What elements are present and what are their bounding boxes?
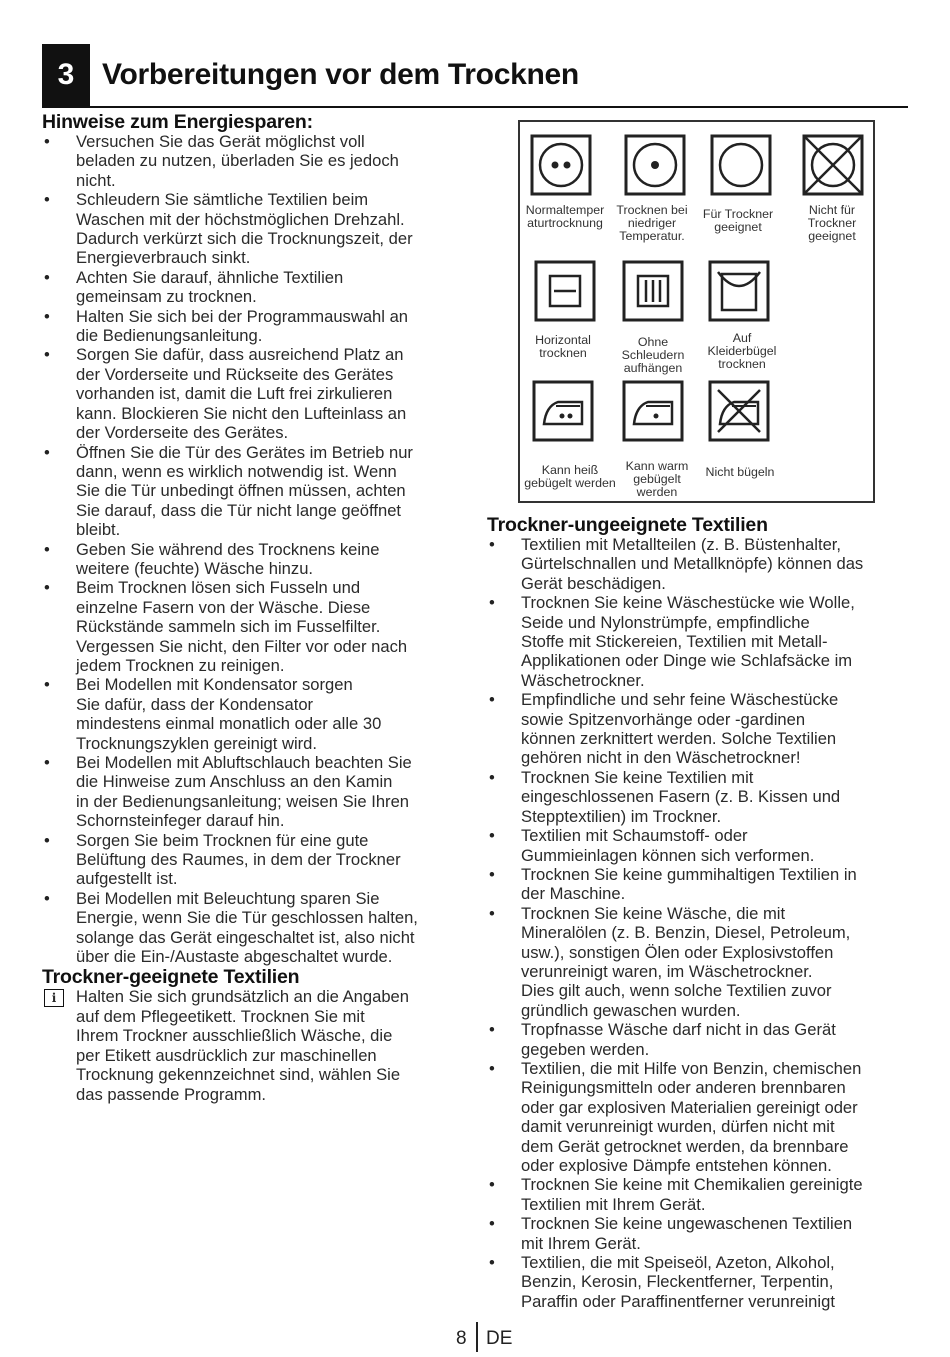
care-symbol-caption: Nicht bügeln [705, 465, 775, 479]
care-symbols-table [518, 120, 875, 503]
energy-tip: • Öffnen Sie die Tür des Gerätes im Betrieb nur dann, wenn es wirklich notwendig ist. Wenn Sie die Tür unbedingt öffnen müssen, achten Sie darauf, dass die Tür nicht lange geöffnet bleibt. [42, 443, 462, 540]
energy-tip: • Sorgen Sie beim Trocknen für eine gute Belüftung des Raumes, in dem der Trockner aufgestellt ist. [42, 831, 462, 889]
unsuitable-item: • Textilien mit Metallteilen (z. B. Büstenhalter, Gürtelschnallen und Metallknöpfe) können das Gerät beschädigen. [487, 535, 912, 593]
suitable-heading: Trockner-geeignete Textilien [42, 966, 300, 989]
left-column [42, 112, 462, 1104]
energy-tip: • Bei Modellen mit Abluftschlauch beachten Sie die Hinweise zum Anschluss an den Kamin in der Bedienungsanleitung; weisen Sie Ihren Schornsteinfeger darauf hin. [42, 753, 462, 831]
page-number: 8 [456, 1328, 467, 1349]
suitable-note: i Halten Sie sich grundsätzlich an die Angaben auf dem Pflegeetikett. Trocknen Sie mit Ihrem Trockner ausschließlich Wäsche, die per Etikett ausdrücklich zur maschinellen Trocknung gekennzeichnet sind, wählen Sie das passende Programm. [42, 987, 462, 1103]
care-symbol-caption: Für Trockner geeignet [702, 207, 774, 234]
energy-tip: • Schleudern Sie sämtliche Textilien beim Waschen mit der höchstmöglichen Drehzahl. Dadurch verkürzt sich die Trocknungszeit, der Energieverbrauch sinkt. [42, 190, 462, 268]
info-icon: i [44, 989, 64, 1007]
care-symbol-caption: Normaltemper aturtrocknung [525, 203, 605, 230]
energy-tip: • Sorgen Sie dafür, dass ausreichend Platz an der Vorderseite und Rückseite des Gerätes vorhanden ist, damit die Luft frei zirkulieren kann. Blockieren Sie nicht den Lufteinlass an der Vorderseite des Gerätes. [42, 345, 462, 442]
language-code: DE [486, 1328, 513, 1349]
energy-tip: • Bei Modellen mit Kondensator sorgen Sie dafür, dass der Kondensator mindestens einmal monatlich oder alle 30 Trocknungszyklen gereinigt wird. [42, 675, 462, 753]
dry-flat-icon [534, 260, 596, 322]
drip-dry-icon [622, 260, 684, 322]
unsuitable-item: • Trocknen Sie keine gummihaltigen Textilien in der Maschine. [487, 865, 912, 904]
care-symbol-caption: Nicht für Trockner geeignet [807, 203, 857, 243]
unsuitable-item: • Trocknen Sie keine ungewaschenen Textilien mit Ihrem Gerät. [487, 1214, 912, 1253]
unsuitable-item: • Tropfnasse Wäsche darf nicht in das Gerät gegeben werden. [487, 1020, 912, 1059]
care-symbol-caption: Ohne Schleudern aufhängen [621, 335, 685, 375]
tumble-dry-low-icon [624, 134, 686, 196]
unsuitable-item: • Trocknen Sie keine Wäsche, die mit Mineralölen (z. B. Benzin, Diesel, Petroleum, usw.), sonstigen Ölen oder Explosivstoffen verunreinigt waren, im Wäschetrockner. Dies gilt auch, wenn solche Textilien zuvor gründlich gewaschen wurden. [487, 904, 912, 1020]
unsuitable-item: • Empfindliche und sehr feine Wäschestücke sowie Spitzenvorhänge oder -gardinen können zerknittert werden. Solche Textilien gehören nicht in den Wäschetrockner! [487, 690, 912, 768]
unsuitable-item: • Textilien, die mit Hilfe von Benzin, chemischen Reinigungsmitteln oder anderen brennbaren oder gar explosiven Materialien gereinigt oder damit verunreinigt wurden, dürfen nicht mit dem Gerät getrocknet werden, da brennbare oder explosive Dämpfe entstehen können. [487, 1059, 912, 1175]
energy-heading: Hinweise zum Energiesparen: [42, 111, 313, 133]
unsuitable-item: • Trocknen Sie keine Wäschestücke wie Wolle, Seide und Nylonstrümpfe, empfindliche Stoffe mit Stickereien, Textilien mit Metall- Applikationen oder Dinge wie Schlafsäcke im Wäschetrockner. [487, 593, 912, 690]
iron-high-icon [532, 380, 594, 442]
chapter-header [42, 44, 908, 108]
care-symbol-caption: Kann warm gebügelt werden [625, 459, 689, 499]
energy-tip: • Beim Trocknen lösen sich Fusseln und einzelne Fasern von der Wäsche. Diese Rückstände sammeln sich im Fusselfilter. Vergessen Sie nicht, den Filter vor oder nach jedem Trocknen zu reinigen. [42, 578, 462, 675]
do-not-tumble-dry-icon [802, 134, 864, 196]
unsuitable-item: • Textilien, die mit Speiseöl, Azeton, Alkohol, Benzin, Kerosin, Fleckentferner, Terpentin, Paraffin oder Paraffinentferner verunreinigt [487, 1253, 912, 1311]
energy-list [42, 132, 462, 966]
energy-tip: • Achten Sie darauf, ähnliche Textilien gemeinsam zu trocknen. [42, 268, 462, 307]
tumble-dry-ok-icon [710, 134, 772, 196]
unsuitable-item: • Textilien mit Schaumstoff- oder Gummieinlagen können sich verformen. [487, 826, 912, 865]
care-symbol-caption: Kann heiß gebügelt werden [524, 463, 616, 490]
iron-warm-icon [622, 380, 684, 442]
unsuitable-item: • Trocknen Sie keine mit Chemikalien gereinigte Textilien mit Ihrem Gerät. [487, 1175, 912, 1214]
energy-tip: • Bei Modellen mit Beleuchtung sparen Sie Energie, wenn Sie die Tür geschlossen halten, solange das Gerät eingeschaltet ist, also nicht über die Ein-/Austaste abgeschaltet wurde. [42, 889, 462, 967]
unsuitable-list [487, 535, 912, 1311]
chapter-title: Vorbereitungen vor dem Trocknen [102, 58, 579, 91]
care-symbol-caption: Horizontal trocknen [535, 333, 591, 360]
line-dry-icon [708, 260, 770, 322]
care-symbol-caption: Auf Kleiderbügel trocknen [707, 331, 777, 371]
care-symbol-caption: Trocknen bei niedriger Temperatur. [616, 203, 688, 243]
tumble-dry-normal-icon [530, 134, 592, 196]
unsuitable-item: • Trocknen Sie keine Textilien mit eingeschlossenen Fasern (z. B. Kissen und Stepptextilien) im Trockner. [487, 768, 912, 826]
chapter-number: 3 [42, 44, 90, 106]
do-not-iron-icon [708, 380, 770, 442]
right-column [487, 515, 912, 1311]
energy-tip: • Halten Sie sich bei der Programmauswahl an die Bedienungsanleitung. [42, 307, 462, 346]
energy-tip: • Geben Sie während des Trocknens keine weitere (feuchte) Wäsche hinzu. [42, 540, 462, 579]
energy-tip: • Versuchen Sie das Gerät möglichst voll beladen zu nutzen, überladen Sie es jedoch nicht. [42, 132, 462, 190]
unsuitable-heading: Trockner-ungeeignete Textilien [487, 514, 768, 536]
footer-divider [476, 1322, 478, 1352]
